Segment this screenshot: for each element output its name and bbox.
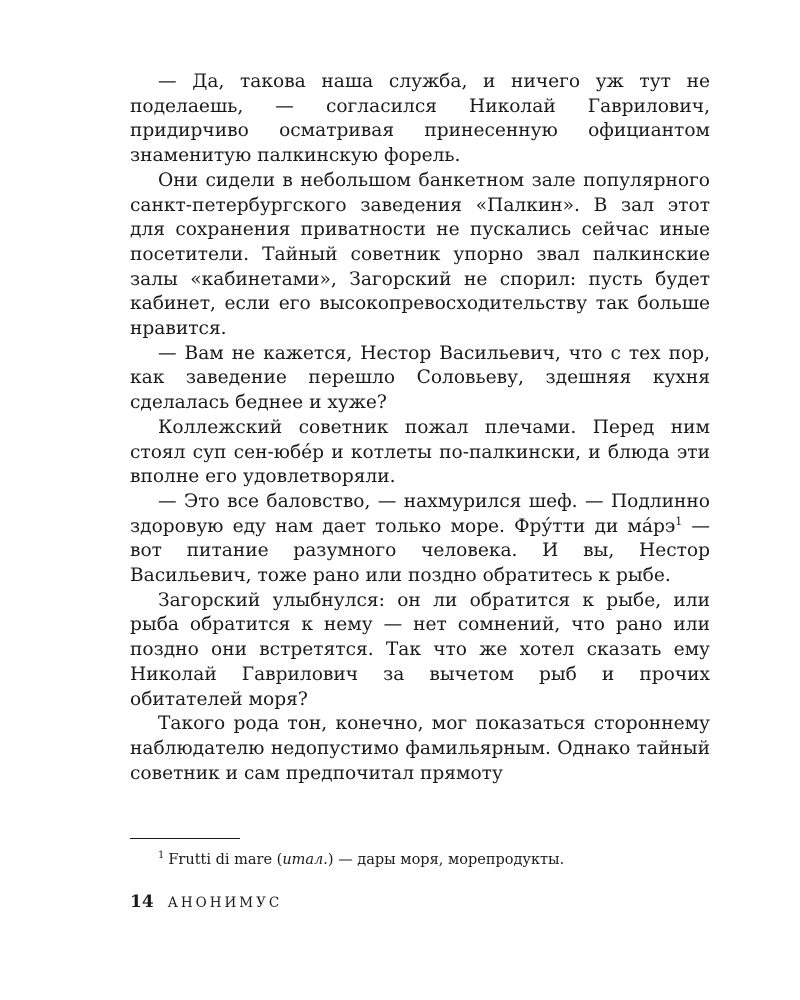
paragraph: — Вам не кажется, Нестор Васильевич, что с тех пор, как заведение перешло Соловьеву, здешняя кухня сделалась беднее и хуже? bbox=[130, 342, 710, 414]
footnote-language: итал. bbox=[282, 851, 328, 868]
paragraph: Такого рода тон, конечно, мог показаться стороннему наблюдателю недопустимо фамильярным. Однако тайный советник и сам предпочитал прямоту bbox=[130, 713, 710, 784]
paragraph bbox=[130, 490, 710, 589]
paragraph-text: — вот питание разумного человека. И вы, Нестор Васильевич, тоже рано или поздно обратитесь к рыбе. bbox=[130, 515, 710, 587]
footnote-number: 1 bbox=[158, 850, 165, 861]
footnote-term: Frutti di mare bbox=[168, 851, 273, 868]
body-text bbox=[130, 70, 710, 786]
page-number: 14 bbox=[130, 892, 154, 912]
page-footer bbox=[130, 892, 282, 913]
paragraph-text: — Это все баловство, — нахмурился шеф. — Подлинно здоровую еду нам дает только море. Фру́тти ди ма́рэ bbox=[130, 490, 710, 537]
footnote-definition: — дары моря, морепродукты. bbox=[338, 851, 565, 868]
footnote: $^1$ Frutti di mare (итал.) — дары моря, морепродукты. bbox=[158, 850, 565, 868]
paragraph: Коллежский советник пожал плечами. Перед ним стоял суп сен-юбе́р и котлеты по-палкински, и блюда эти вполне его удовлетворяли. bbox=[130, 416, 710, 488]
footnote-divider bbox=[130, 838, 240, 839]
running-head-author: АНОНИМУС bbox=[167, 895, 283, 911]
paragraph: Они сидели в небольшом банкетном зале популярного санкт-петербургского заведения «Палкин». В зал этот для сохранения приватности не пускались сейчас иные посетители. Тайный советник упорно звал палкинские залы «кабинетами», Загорский не спорил: пусть будет кабинет, если его высокопревосходительству так больше нравится. bbox=[130, 169, 710, 340]
footnote-marker[interactable]: 1 bbox=[675, 514, 683, 528]
paragraph: — Да, такова наша служба, и ничего уж тут не поделаешь, — согласился Николай Гаврилович, придирчиво осматривая принесенную официантом знаменитую палкинскую форель. bbox=[130, 71, 710, 167]
paragraph: Загорский улыбнулся: он ли обратится к рыбе, или рыба обратится к нему — нет сомнений, что рано или поздно они встретятся. Так что же хотел сказать ему Николай Гаврилович за вычетом рыб и прочих обитателей моря? bbox=[130, 589, 710, 710]
